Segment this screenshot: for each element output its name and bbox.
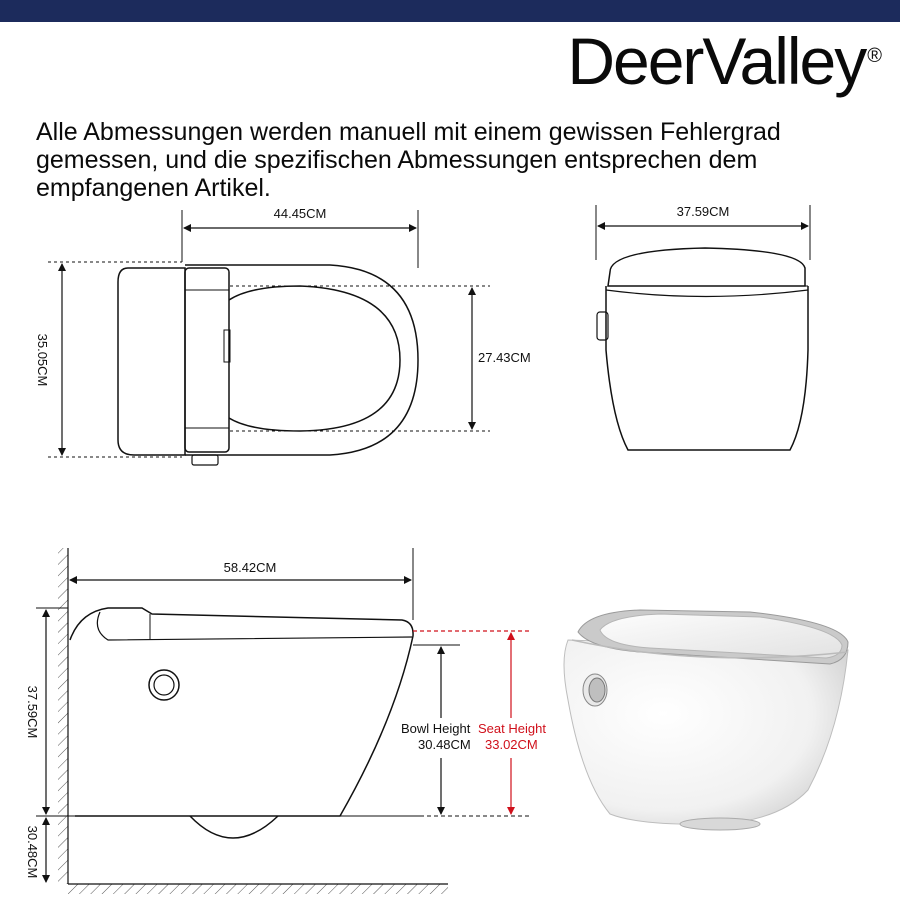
front-width-label: 37.59CM xyxy=(676,204,730,219)
measurement-disclaimer: Alle Abmessungen werden manuell mit einem gewissen Fehlergrad gemessen, und die spezifischen Abmessungen entsprechen dem empfangenen Artikel. xyxy=(36,118,781,202)
side-height-label: 37.59CM xyxy=(25,685,40,739)
top-length-label: 44.45CM xyxy=(273,206,327,221)
product-photo xyxy=(564,610,848,830)
top-inner-label: 27.43CM xyxy=(478,350,531,365)
front-view-drawing xyxy=(596,205,810,450)
side-gap-label: 30.48CM xyxy=(25,825,40,879)
brand-name: DeerValley xyxy=(567,24,866,98)
seat-height-label: Seat Height xyxy=(478,721,546,736)
top-width-label: 35.05CM xyxy=(35,333,50,387)
registered-mark: ® xyxy=(867,45,882,67)
bowl-height-label: Bowl Height xyxy=(401,721,471,736)
seat-height-value: 33.02CM xyxy=(485,737,538,752)
side-length-label: 58.42CM xyxy=(223,560,277,575)
top-view-drawing xyxy=(48,210,490,465)
bowl-height-value: 30.48CM xyxy=(418,737,471,752)
